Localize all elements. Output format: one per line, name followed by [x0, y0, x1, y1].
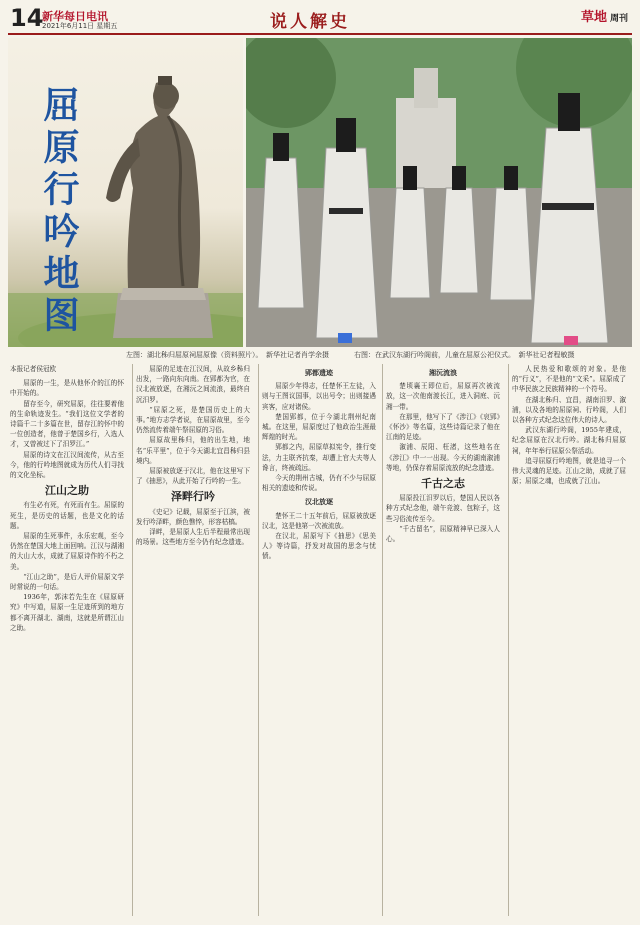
paragraph: 在汉北，屈原写下《抽思》《思美人》等诗篇，抒发对故国的思念与忧愤。 — [262, 532, 376, 561]
text-column-1 — [10, 364, 124, 633]
caption-left-text: 左图：湖北秭归屈原祠屈原像（资料照片）。 — [126, 351, 259, 359]
column-divider — [132, 364, 133, 916]
article-title: 屈原行吟地图 — [38, 86, 80, 338]
column-divider — [382, 364, 383, 916]
brand-sub: 周刊 — [609, 14, 628, 24]
paragraph: 1936年，郭沫若先生在《屈原研究》中写道，屈原一生足迹所到的地方都不离开湖北、湖南，这就是所谓江山之助。 — [10, 593, 124, 632]
brand-logo — [581, 6, 628, 25]
text-column-4 — [386, 364, 500, 544]
brand-name: 草地 — [580, 10, 607, 25]
paragraph: 楚怀王二十五年前后，屈原被放逐汉北，这是他第一次被流放。 — [262, 511, 376, 530]
paragraph: 屈原投江汨罗以后，楚国人民以各种方式纪念他，端午竞渡、包粽子，这些习俗流传至今。 — [386, 494, 500, 523]
paragraph: 屈原的生死事件，永乐宏观，至今仍然在楚国大地上面回响。江汉与湖湘的大山大水，成就了屈原诗作的不朽之美。 — [10, 532, 124, 571]
paragraph: 《史记》记载，屈原至于江滨，被发行吟泽畔，颜色憔悴，形容枯槁。 — [136, 507, 250, 526]
paragraph: 楚顷襄王即位后，屈原再次被流放，这一次他南渡长江，进入洞庭、沅湘一带。 — [386, 382, 500, 411]
masthead — [8, 6, 632, 32]
paragraph: 有生必有死，有死而有生。屈原的死生，是历史的话题，也是文化的话题。 — [10, 501, 124, 530]
text-column-5 — [512, 364, 626, 486]
paragraph: 屈原的诗文在江汉间流传，从古至今，他的行吟地图就成为历代人们寻找的文化坐标。 — [10, 450, 124, 480]
paragraph: 泽畔，是屈原人生后半程最常出现的场景。这些地方至今仍有纪念遗迹。 — [136, 528, 250, 547]
paragraph: 屈原的足迹在江汉间，从故乡秭归出发，一路向东向南。在郢都为官，在汉北被放逐，在湘沅之间流浪，最终自沉汨罗。 — [136, 365, 250, 404]
issue-date: 2021年6月11日 星期五 — [42, 22, 118, 30]
caption-right — [354, 350, 575, 360]
masthead-rule — [8, 33, 632, 35]
paragraph: 郢都之内，屈原草拟宪令，推行变法，力主联齐抗秦，却遭上官大夫等人谗言，终被疏远。 — [262, 443, 376, 472]
paragraph: 今天的荆州古城，仍有不少与屈原相关的遗迹和传说。 — [262, 474, 376, 493]
paragraph: 武汉东湖行吟阁，1955年建成，纪念屈原在汉北行吟。湖北秭归屈原祠，年年举行屈原公祭活动。 — [512, 426, 626, 455]
caption-left — [126, 350, 329, 360]
caption-left-credit: 新华社记者肖学余摄 — [266, 351, 329, 359]
paragraph: 屈原的一生，是从他怀介的江的怀中开始的。 — [10, 379, 124, 398]
byline: 本报记者侯冠欧 — [10, 365, 57, 373]
subhead-yingdu: 郢都遗迹 — [305, 368, 333, 377]
subhead-xiangyuan: 湘沅流浪 — [429, 368, 457, 377]
section-title: 说人解史 — [270, 12, 350, 32]
page-number: 14 — [10, 4, 44, 32]
paragraph: “屈原之死，是楚国历史上的大事。”地方志学者说，在屈原故里，至今仍然流传着端午祭屈原的习俗。 — [136, 405, 250, 435]
subhead-hanbei: 汉北放逐 — [305, 497, 333, 507]
paragraph: 在那里，他写下了《涉江》《哀郢》《怀沙》等名篇，这些诗篇记录了他在江南的足迹。 — [386, 412, 500, 442]
subhead-qiangu: 千古之志 — [421, 477, 465, 491]
subhead-jiangshan: 江山之助 — [45, 484, 89, 498]
column-divider — [508, 364, 509, 916]
paper-name: 新华每日电讯 — [42, 10, 108, 23]
paragraph: “千古留名”，屈原精神早已深入人心。 — [386, 524, 500, 544]
newspaper-page — [8, 6, 632, 919]
caption-right-text: 右图：在武汉东湖行吟阁前，儿童在屈原公祀仪式。 — [354, 351, 512, 359]
paragraph: “江山之助”，是后人评价屈原文学时常说的一句话。 — [10, 572, 124, 592]
paragraph: 留存至今，研究屈原，往往要着他的生命轨迹发生。“我们这位文学者的诗篇千二十多篇在世，留存江的怀中的一位创造者，他曾于楚国乡行，入选人才，又曾被过下了汨罗江。” — [10, 399, 124, 449]
ceremony-photo — [246, 38, 632, 347]
column-divider — [258, 364, 259, 916]
paragraph: 楚国郢都，位于今湖北荆州纪南城。在这里，屈原度过了他政治生涯最辉煌的时光。 — [262, 412, 376, 442]
paragraph: 屈原少年得志，任楚怀王左徒，入则与王图议国事，以出号令；出则接遇宾客，应对诸侯。 — [262, 382, 376, 411]
text-column-2 — [136, 364, 250, 547]
paragraph: 溆浦、辰阳、枉渚，这些地名在《涉江》中一一出现。今天的湖南溆浦等地，仍保存着屈原流放的纪念遗迹。 — [386, 443, 500, 472]
text-column-3 — [262, 364, 376, 562]
paragraph: 追寻屈原行吟地图，就是追寻一个伟大灵魂的足迹。江山之助，成就了屈原；屈原之魂，也成就了江山。 — [512, 456, 626, 486]
paragraph: 屈原故里秭归，他的出生地，地名“乐平里”，位于今天湖北宜昌秭归县境内。 — [136, 436, 250, 465]
caption-right-credit: 新华社记者程敏摄 — [518, 351, 575, 359]
paragraph: 屈原被放逐于汉北，他在这里写下了《抽思》，从此开始了行吟的一生。 — [136, 467, 250, 486]
subhead-zepan: 泽畔行吟 — [171, 490, 215, 504]
paragraph: 人民热爱和歌颂的对象。是他的“行义”，不是他的“文采”。屈原成了中华民族之民族精神的一个符号。 — [512, 365, 626, 394]
paragraph: 在湖北秭归、宜昌，湖南汨罗、溆浦，以及各地的屈原祠、行吟阁，人们以各种方式纪念这位伟大的诗人。 — [512, 395, 626, 425]
ceremony-image — [246, 38, 632, 347]
